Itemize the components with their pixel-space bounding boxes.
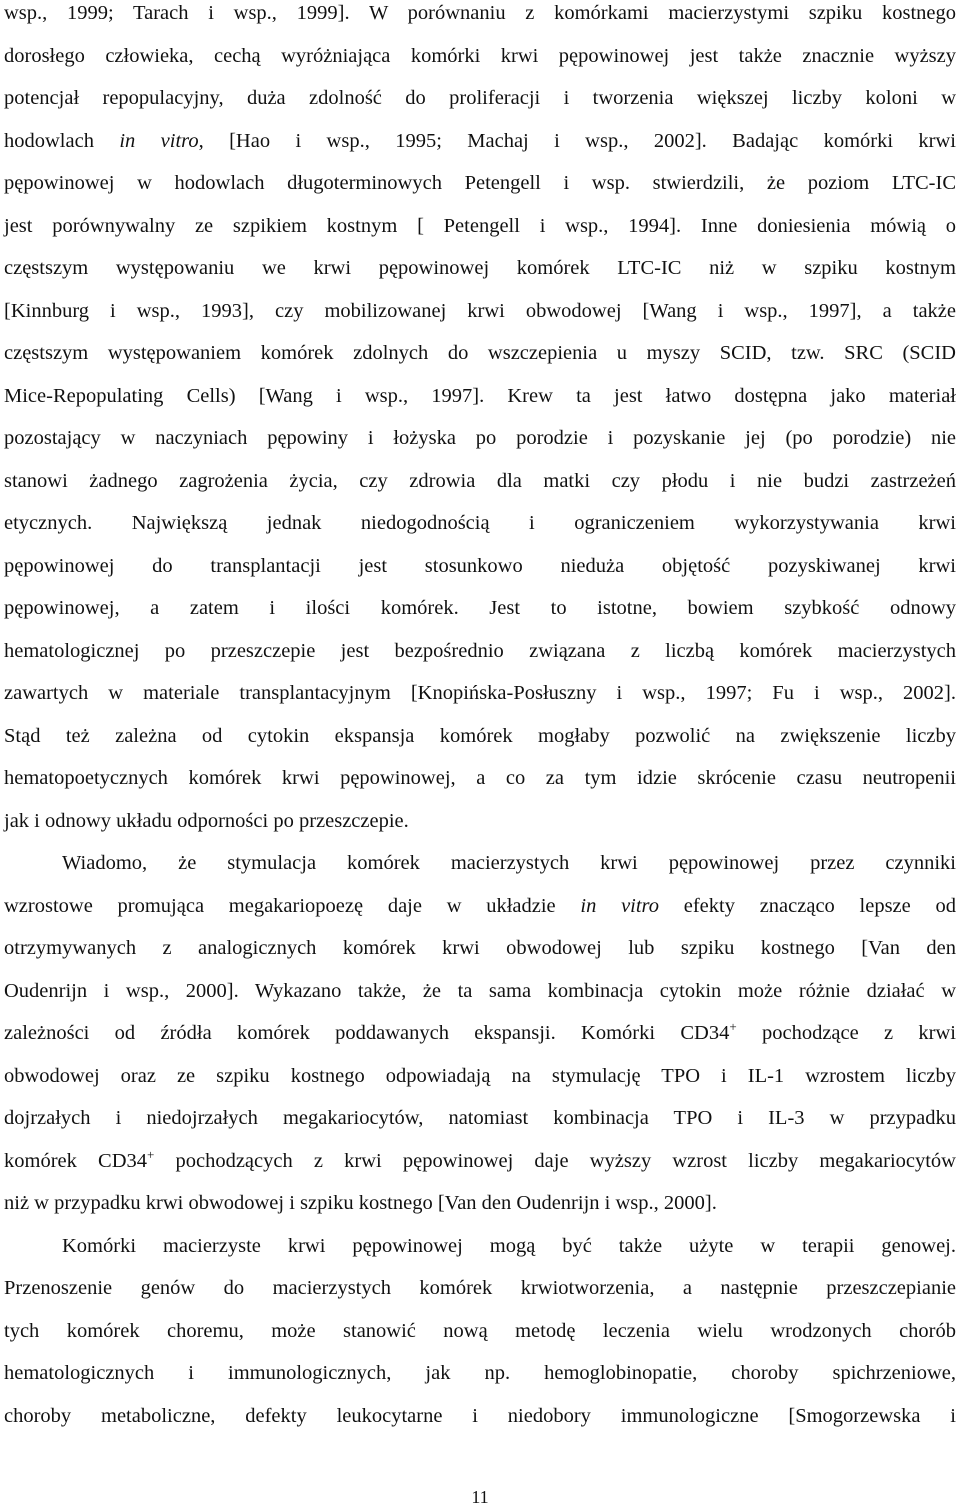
text-line: częstszym występowaniem komórek zdolnych do wszczepienia u myszy SCID, tzw. SRC (SCID	[4, 342, 956, 364]
text-line: etycznych. Największą jednak niedogodnością i ograniczeniem wykorzystywania krwi	[4, 512, 956, 534]
text-line: Oudenrijn i wsp., 2000]. Wykazano także, że ta sama kombinacja cytokin może różnie działać w	[4, 979, 956, 1002]
text-line: niż w przypadku krwi obwodowej i szpiku kostnego [Van den Oudenrijn i wsp., 2000].	[4, 1192, 717, 1214]
text-line: wzrostowe promująca megakariopoezę daje w układzie in vitro efekty znacząco lepsze od	[4, 894, 956, 917]
text-line: Mice-Repopulating Cells) [Wang i wsp., 1997]. Krew ta jest łatwo dostępna jako materiał	[4, 384, 956, 407]
text-line: zawartych w materiale transplantacyjnym [Knopińska-Posłuszny i wsp., 1997; Fu i wsp., 2002].	[4, 682, 956, 704]
text-line: hematologicznych i immunologicznych, jak np. hemoglobinopatie, choroby spichrzeniowe,	[4, 1362, 956, 1384]
text-line: dorosłego człowieka, cechą wyróżniająca komórki krwi pępowinowej jest także znacznie wyższy	[4, 44, 956, 67]
text-line: pozostający w naczyniach pępowiny i łożyska po porodzie i pozyskanie jej (po porodzie) nie	[4, 427, 956, 449]
text-line: dojrzałych i niedojrzałych megakariocytów, natomiast kombinacja TPO i IL-3 w przypadku	[4, 1107, 956, 1129]
text-line: częstszym występowaniu we krwi pępowinowej komórek LTC-IC niż w szpiku kostnym	[4, 257, 956, 279]
text-line: pępowinowej do transplantacji jest stosunkowo nieduża objętość pozyskiwanej krwi	[4, 554, 956, 577]
text-line: obwodowej oraz ze szpiku kostnego odpowiadają na stymulację TPO i IL-1 wzrostem liczby	[4, 1064, 956, 1087]
page-number: 11	[471, 1487, 489, 1507]
text-line: Przenoszenie genów do macierzystych komórek krwiotworzenia, a następnie przeszczepianie	[4, 1277, 956, 1299]
text-line: tych komórek choremu, może stanowić nową metodę leczenia wielu wrodzonych chorób	[4, 1319, 956, 1342]
text-line: Wiadomo, że stymulacja komórek macierzystych krwi pępowinowej przez czynniki	[62, 852, 956, 874]
text-line: pępowinowej w hodowlach długoterminowych Petengell i wsp. stwierdzili, że poziom LTC-IC	[4, 172, 956, 194]
text-line: jak i odnowy układu odporności po przeszczepie.	[4, 809, 409, 832]
text-line: komórek CD34+ pochodzących z krwi pępowinowej daje wyższy wzrost liczby megakariocytów	[4, 1146, 956, 1172]
text-line: otrzymywanych z analogicznych komórek krwi obwodowej lub szpiku kostnego [Van den	[4, 937, 956, 959]
text-line: wsp., 1999; Tarach i wsp., 1999]. W porównaniu z komórkami macierzystymi szpiku kostnego	[4, 2, 956, 24]
text-line: hematopoetycznych komórek krwi pępowinowej, a co za tym idzie skrócenie czasu neutropenii	[4, 767, 956, 789]
text-line: zależności od źródła komórek poddawanych ekspansji. Komórki CD34+ pochodzące z krwi	[4, 1019, 956, 1044]
text-line: hematologicznej po przeszczepie jest bezpośrednio związana z liczbą komórek macierzystych	[4, 639, 956, 662]
text-line: pępowinowej, a zatem i ilości komórek. Jest to istotne, bowiem szybkość odnowy	[4, 597, 956, 619]
text-line: Komórki macierzyste krwi pępowinowej mogą być także użyte w terapii genowej.	[62, 1234, 956, 1257]
text-line: stanowi żadnego zagrożenia życia, czy zdrowia dla matki czy płodu i nie budzi zastrzeżeń	[4, 469, 956, 492]
text-line: Stąd też zależna od cytokin ekspansja komórek mogłaby pozwolić na zwiększenie liczby	[4, 724, 956, 747]
text-line: choroby metaboliczne, defekty leukocytarne i niedobory immunologiczne [Smogorzewska i	[4, 1404, 956, 1427]
text-line: hodowlach in vitro, [Hao i wsp., 1995; Machaj i wsp., 2002]. Badając komórki krwi	[4, 129, 956, 152]
text-line: potencjał repopulacyjny, duża zdolność do proliferacji i tworzenia większej liczby koloni w	[4, 87, 956, 109]
text-line: jest porównywalny ze szpikiem kostnym [ Petengell i wsp., 1994]. Inne doniesienia mówią o	[4, 214, 956, 237]
text-line: [Kinnburg i wsp., 1993], czy mobilizowanej krwi obwodowej [Wang i wsp., 1997], a także	[4, 299, 956, 322]
